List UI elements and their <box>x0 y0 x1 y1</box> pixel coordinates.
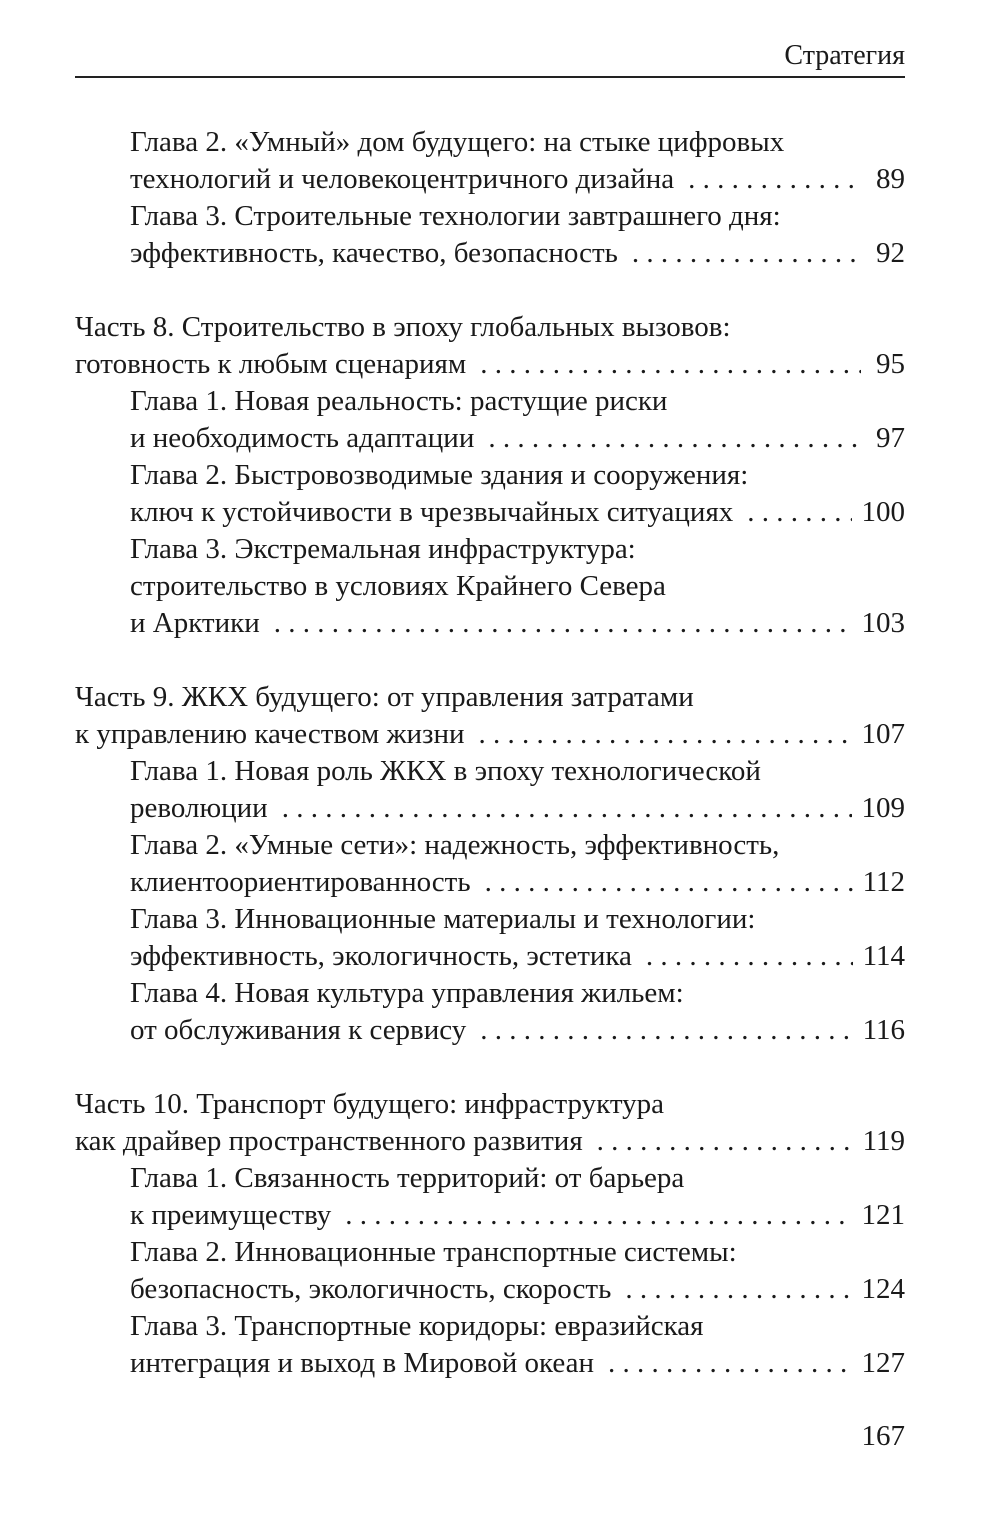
toc-entry-title-line: и Арктики <box>130 607 260 639</box>
toc-chapter-entry[interactable] <box>75 383 905 457</box>
toc-entry-title-line: эффективность, экологичность, эстетика <box>130 940 632 972</box>
dot-leader <box>485 864 853 901</box>
toc-entry-title-line: Глава 1. Связанность территорий: от барьера <box>130 1162 685 1194</box>
dot-leader <box>632 235 861 272</box>
toc-page-number: 109 <box>861 792 905 824</box>
dot-leader <box>488 420 861 457</box>
toc-entry-title-line: к преимуществу <box>130 1199 332 1231</box>
dot-leader <box>597 1123 853 1160</box>
toc-part-entry[interactable] <box>75 309 905 383</box>
toc-page-number: 119 <box>862 1125 905 1157</box>
toc-entry-title-line: Глава 2. Инновационные транспортные системы: <box>130 1236 737 1268</box>
toc-page-number: 95 <box>876 348 905 380</box>
toc-page-number: 89 <box>876 163 905 195</box>
toc-entry-title-line: Глава 3. Инновационные материалы и технологии: <box>130 903 756 935</box>
dot-leader <box>274 605 852 642</box>
toc-entry-title-line: Глава 3. Транспортные коридоры: евразийская <box>130 1310 704 1342</box>
toc-chapter-entry[interactable] <box>75 975 905 1049</box>
toc-entry-title-line: клиентоориентированность <box>130 866 471 898</box>
toc-page-number: 107 <box>861 718 905 750</box>
toc-chapter-entry[interactable] <box>75 827 905 901</box>
toc-page-number: 127 <box>861 1347 905 1379</box>
dot-leader <box>688 161 861 198</box>
toc-chapter-entry[interactable] <box>75 1160 905 1234</box>
dot-leader <box>625 1271 851 1308</box>
toc-chapter-entry[interactable] <box>75 457 905 531</box>
toc-entry-title-line: Глава 1. Новая реальность: растущие риски <box>130 385 668 417</box>
dot-leader <box>345 1197 851 1234</box>
toc-chapter-entry[interactable] <box>75 198 905 272</box>
toc-page-number: 97 <box>876 422 905 454</box>
toc-chapter-entry[interactable] <box>75 531 905 642</box>
toc-page-number: 103 <box>861 607 905 639</box>
toc-entry-title-line: Часть 10. Транспорт будущего: инфраструктура <box>75 1088 665 1120</box>
toc-entry-title-line: технологий и человекоцентричного дизайна <box>130 163 675 195</box>
toc-chapter-entry[interactable] <box>75 901 905 975</box>
dot-leader <box>479 716 852 753</box>
running-header <box>75 38 905 78</box>
toc-entry-title-line: к управлению качеством жизни <box>75 718 465 750</box>
dot-leader <box>480 1012 852 1049</box>
toc-part-entry[interactable] <box>75 679 905 753</box>
toc-entry-title-line: ключ к устойчивости в чрезвычайных ситуациях <box>130 496 734 528</box>
dot-leader <box>282 790 852 827</box>
toc-entry-title-line: и необходимость адаптации <box>130 422 475 454</box>
toc-entry-title-line: Глава 2. «Умные сети»: надежность, эффективность, <box>130 829 780 861</box>
table-of-contents <box>75 124 905 1382</box>
toc-page-number: 116 <box>862 1014 905 1046</box>
toc-chapter-entry[interactable] <box>75 753 905 827</box>
toc-page-number: 112 <box>862 866 905 898</box>
toc-entry-title-line: строительство в условиях Крайнего Севера <box>130 570 666 602</box>
toc-page-number: 114 <box>862 940 905 972</box>
toc-entry-title-line: революции <box>130 792 268 824</box>
toc-entry-title-line: от обслуживания к сервису <box>130 1014 467 1046</box>
dot-leader <box>747 494 851 531</box>
toc-entry-title-line: безопасность, экологичность, скорость <box>130 1273 612 1305</box>
running-header-title: Стратегия <box>784 40 905 71</box>
toc-entry-title-line: интеграция и выход в Мировой океан <box>130 1347 594 1379</box>
page-number: 167 <box>861 1420 905 1452</box>
toc-entry-title-line: Глава 2. Быстровозводимые здания и сооружения: <box>130 459 749 491</box>
toc-entry-title-line: как драйвер пространственного развития <box>75 1125 583 1157</box>
dot-leader <box>480 346 861 383</box>
toc-entry-title-line: готовность к любым сценариям <box>75 348 467 380</box>
dot-leader <box>608 1345 852 1382</box>
toc-page-number: 121 <box>861 1199 905 1231</box>
toc-entry-title-line: эффективность, качество, безопасность <box>130 237 618 269</box>
toc-part-entry[interactable] <box>75 1086 905 1160</box>
toc-entry-title-line: Часть 8. Строительство в эпоху глобальных вызовов: <box>75 311 731 343</box>
toc-entry-title-line: Глава 2. «Умный» дом будущего: на стыке цифровых <box>130 126 785 158</box>
toc-chapter-entry[interactable] <box>75 1308 905 1382</box>
toc-page-number: 92 <box>876 237 905 269</box>
toc-chapter-entry[interactable] <box>75 124 905 198</box>
toc-entry-title-line: Глава 3. Экстремальная инфраструктура: <box>130 533 636 565</box>
toc-entry-title-line: Глава 4. Новая культура управления жильем: <box>130 977 684 1009</box>
toc-chapter-entry[interactable] <box>75 1234 905 1308</box>
dot-leader <box>646 938 853 975</box>
toc-page-number: 124 <box>861 1273 905 1305</box>
toc-page-number: 100 <box>861 496 905 528</box>
toc-entry-title-line: Глава 1. Новая роль ЖКХ в эпоху технологической <box>130 755 761 787</box>
toc-entry-title-line: Часть 9. ЖКХ будущего: от управления затратами <box>75 681 694 713</box>
toc-entry-title-line: Глава 3. Строительные технологии завтрашнего дня: <box>130 200 781 232</box>
